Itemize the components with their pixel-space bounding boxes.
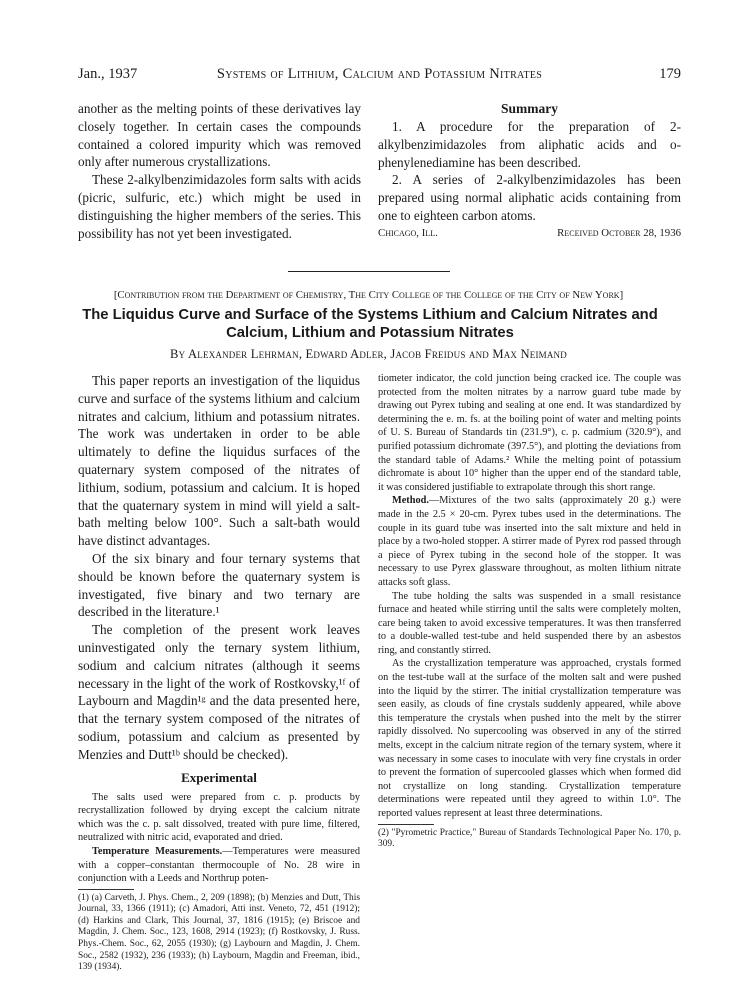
received-date: Received October 28, 1936 (557, 226, 681, 239)
summary-item: 1. A procedure for the preparation of 2-alkylbenzimidazoles from aliphatic acids and o-phenylenediamine has been described. (378, 119, 681, 170)
footnote: (1) (a) Carveth, J. Phys. Chem., 2, 209 (1898); (b) Menzies and Dutt, This Journal, 33, 1366 (1911); (c) Amadori, Atti inst. Veneto, 72, 451 (1912); (d) Harkins and Clark, This Journal, 37, 1816 (1915); (e) Briscoe and Magdin, J. Chem. Soc., 123, 1608, 2914 (1923); (f) Rostkovsky, J. Russ. Phys.-Chem. Soc., 62, 2055 (1930); (g) Laybourn and Magdin, J. Chem. Soc., 2582 (1932), 236 (1933); (h) Laybourn, Magdin and Freeman, ibid., 139 (1934). (78, 892, 360, 973)
page-number: 179 (659, 66, 681, 82)
paragraph (378, 494, 681, 589)
summary-item: 2. A series of 2-alkylbenzimidazoles has been prepared using normal aliphatic acids containing from one to eighteen carbon atoms. (378, 172, 681, 223)
paragraph-text: —Mixtures of the two salts (approximately 20 g.) were made in the 2.5 × 20-cm. Pyrex tubes used in the determinations. The couple in its guard tube was inserted into the salt mixture and held in place by a two-holed stopper. A stirrer made of Pyrex rod passed through a piece of Pyrex tubing in the second hole of the stopper. It was necessary to use Pyrex glassware throughout, as molten lithium nitrate attacks soft glass. (378, 495, 681, 588)
signature-line (378, 227, 681, 239)
location: Chicago, Ill. (378, 226, 438, 239)
section-divider (288, 271, 450, 272)
paragraph: These 2-alkylbenzimidazoles form salts with acids (picric, sulfuric, etc.) which might be used in distinguishing the higher members of the series. This possibility has not yet been investigated. (78, 172, 361, 241)
author-line: By Alexander Lehrman, Edward Adler, Jacob Freidus and Max Neimand (170, 347, 567, 361)
paragraph: The salts used were prepared from c. p. products by recrystallization followed by drying except the calcium nitrate which was the c. p. salt dissolved, treated with pure lime, filtered, neutralized with nitric acid, evaporated and dried. (78, 791, 360, 844)
paragraph: another as the melting points of these derivatives lay closely together. In certain cases the compounds contained a colored impurity which was removed only after numerous crystallizations. (78, 101, 361, 170)
paragraph: tiometer indicator, the cold junction being cracked ice. The couple was protected from the molten nitrates by a narrow guard tube made by drawing out Pyrex tubing and sealing at one end. It was standardized by determining the e. m. fs. at the boiling point of water and melting points of U. S. Bureau of Standards tin (231.9°), c. p. cadmium (320.9°), and purified potassium dichromate (397.5°), and plotting the deviations from the standard table of Adams.² While the melting point of potassium dichromate is about 10° higher than the upper end of the standard table, it was considered justifiable to extrapolate through this short range. (378, 373, 681, 493)
footnote-divider (78, 889, 134, 890)
footnote-divider (378, 824, 434, 825)
paragraph (78, 845, 360, 886)
summary-heading: Summary (501, 101, 558, 116)
paragraph: The tube holding the salts was suspended in a small resistance furnace and heated while stirring until the salts were completely molten, care being taken to avoid excessive temperatures. It was then transferred to a double-walled test-tube and held suspended there by an asbestos ring, and constantly stirred. (378, 590, 681, 656)
issue-date: Jan., 1937 (78, 66, 138, 82)
footnote: (2) "Pyrometric Practice," Bureau of Standards Technological Paper No. 170, p. 309. (378, 827, 681, 850)
paragraph: The completion of the present work leaves uninvestigated only the ternary system lithium, sodium and calcium nitrates (although it seems necessary in the light of the work of Rostkovsky,¹ᶠ of Laybourn and Magdin¹ᵍ and the data presented here, that the ternary system composed of the nitrates of sodium, potassium and calcium as presented by Menzies and Dutt¹ᵇ should be checked). (78, 622, 360, 762)
paragraph-text: —Temperatures were measured with a copper–constantan thermocouple of No. 28 wire in conjunction with a Leeds and Northrup poten- (78, 845, 361, 885)
paragraph: Of the six binary and four ternary systems that should be known before the quaternary system is investigated, five binary and two ternary are described in the literature.¹ (78, 550, 360, 620)
run-in-heading: Method. (392, 495, 429, 507)
run-in-heading: Temperature Measurements. (92, 845, 223, 857)
article-left-column (78, 372, 360, 974)
previous-article-conclusion (78, 100, 361, 242)
running-title: Systems of Lithium, Calcium and Potassium Nitrates (216, 66, 543, 82)
page-header (78, 66, 681, 86)
article-title: The Liquidus Curve and Surface of the Systems Lithium and Calcium Nitrates and Calcium, Lithium and Potassium Nitrates (82, 307, 658, 341)
paragraph: This paper reports an investigation of the liquidus curve and surface of the systems lithium and calcium nitrates and calcium, lithium and potassium nitrates. The work was undertaken in order to be able ultimately to define the liquidus surfaces of the quaternary system composed of the nitrates of lithium, sodium, potassium and calcium. It is hoped that the quaternary system in mind will yield a salt-bath melting below 100°. Such a salt-bath would have distinct advantages. (78, 373, 360, 549)
contribution-line: [Contribution from the Department of Chemistry, The City College of the College of the City of New York] (113, 289, 624, 301)
section-heading: Experimental (181, 769, 257, 785)
paragraph: As the crystallization temperature was approached, crystals formed on the test-tube wall at the surface of the molten salt and were pushed into the liquid by the stirrer. The initial crystallization temperature was seen easily, as clouds of fine crystals suddenly appeared, while above this temperature the crystals when pushed into the melt by the stirrer rapidly dissolved. No supercooling was observed in any of the stirred melts, except in the calcium nitrate region of the ternary system, where it was necessary in some cases to inoculate with very fine crystals in order to prevent the formation of supercooled glasses which when formed did not crystallize on long standing. Crystallization temperature determinations were repeated until they agreed to within 1.0°. The reported values represent at least three determinations. (378, 658, 681, 819)
summary-section (378, 100, 681, 239)
article-right-column (378, 372, 681, 851)
